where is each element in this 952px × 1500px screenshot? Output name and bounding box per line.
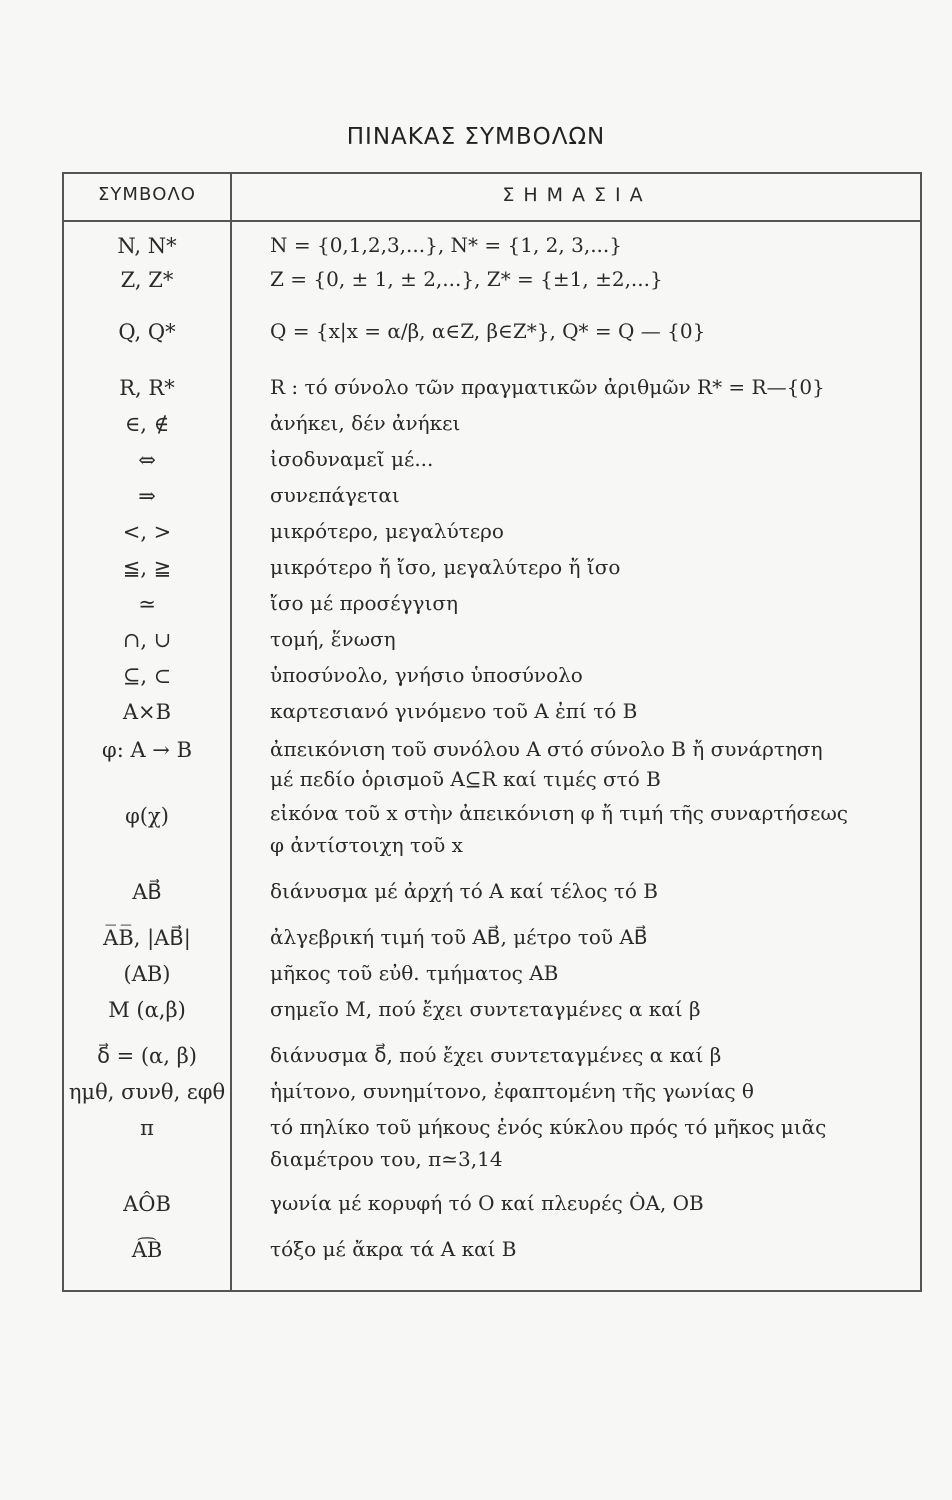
meaning-cell: ἡμίτονο, συνημίτονο, ἐφαπτομένη τῆς γωνίας θ — [270, 1079, 754, 1103]
symbol-cell: Z, Z* — [120, 268, 174, 292]
meaning-cell: τόξο μέ ἄκρα τά A καί B — [270, 1237, 517, 1261]
header-meaning: ΣΗΜΑΣΙΑ — [502, 184, 652, 206]
meaning-cell: διάνυσμα μέ ἀρχή τό A καί τέλος τό B — [270, 879, 658, 903]
symbol-cell: π — [140, 1116, 154, 1140]
symbol-cell: A̅B̅, |AB⃗| — [103, 926, 191, 950]
symbol-cell: <, > — [122, 520, 172, 544]
meaning-cell: διάνυσμα δ⃗, πού ἔχει συντεταγμένες α καί β — [270, 1043, 722, 1067]
meaning-cell: ἀπεικόνιση τοῦ συνόλου A στό σύνολο B ἤ συνάρτηση — [270, 737, 823, 761]
symbol-cell: ≦, ≧ — [122, 556, 172, 580]
meaning-cell: συνεπάγεται — [270, 483, 400, 507]
meaning-cell: μικρότερο ἤ ἴσο, μεγαλύτερο ἤ ἴσο — [270, 555, 621, 579]
symbol-cell: N, N* — [117, 234, 177, 258]
meaning-cell-continued: φ ἀντίστοιχη τοῦ x — [270, 833, 463, 857]
symbol-cell: (AB) — [123, 962, 171, 986]
meaning-cell: Q = {x|x = α/β, α∈Z, β∈Z*}, Q* = Q — {0} — [270, 319, 706, 343]
meaning-cell: μῆκος τοῦ εὐθ. τμήματος AB — [270, 961, 559, 985]
meaning-cell: εἰκόνα τοῦ x στὴν ἀπεικόνιση φ ἤ τιμή τῆς συναρτήσεως — [270, 801, 848, 825]
meaning-cell: ἀλγεβρική τιμή τοῦ AB⃗, μέτρο τοῦ AB⃗ — [270, 925, 648, 949]
symbol-cell: δ⃗ = (α, β) — [97, 1044, 197, 1068]
symbol-cell: ∈, ∉ — [124, 412, 170, 436]
meaning-cell-continued: διαμέτρου του, π≃3,14 — [270, 1147, 503, 1171]
meaning-cell: τομή, ἕνωση — [270, 627, 396, 651]
symbol-cell: A×B — [122, 700, 172, 724]
meaning-cell: ἀνήκει, δέν ἀνήκει — [270, 411, 461, 435]
meaning-cell: τό πηλίκο τοῦ μήκους ἑνός κύκλου πρός τό μῆκος μιᾶς — [270, 1115, 827, 1139]
symbol-cell: φ: A → B — [102, 738, 192, 762]
symbol-cell: A͡B — [131, 1238, 163, 1262]
symbol-cell: M (α,β) — [108, 998, 186, 1022]
meaning-cell: ὑποσύνολο, γνήσιο ὑποσύνολο — [270, 663, 583, 687]
meaning-cell: γωνία μέ κορυφή τό O καί πλευρές ȮA, OB — [270, 1191, 704, 1215]
meaning-cell: σημεῖο M, πού ἔχει συντεταγμένες α καί β — [270, 997, 701, 1021]
header-symbol: ΣΥΜΒΟΛΟ — [98, 184, 196, 205]
meaning-cell: Z = {0, ± 1, ± 2,...}, Z* = {±1, ±2,...} — [270, 267, 663, 291]
meaning-cell: ἴσο μέ προσέγγιση — [270, 591, 458, 615]
meaning-cell: N = {0,1,2,3,...}, N* = {1, 2, 3,...} — [270, 233, 622, 257]
meaning-cell: μικρότερο, μεγαλύτερο — [270, 519, 504, 543]
symbol-cell: R, R* — [119, 376, 175, 400]
meaning-cell: καρτεσιανό γινόμενο τοῦ A ἐπί τό B — [270, 699, 638, 723]
column-divider — [230, 174, 232, 1290]
symbol-cell: ημθ, συνθ, εφθ — [68, 1080, 226, 1104]
header-divider — [64, 220, 920, 222]
symbol-cell: ⊆, ⊂ — [122, 664, 172, 688]
symbol-cell: ∩, ∪ — [122, 628, 172, 652]
symbol-cell: ≃ — [138, 592, 156, 616]
meaning-cell-continued: μέ πεδίο ὁρισμοῦ A⊆R καί τιμές στό B — [270, 767, 661, 791]
symbol-table — [62, 172, 922, 1292]
meaning-cell: ἰσοδυναμεῖ μέ... — [270, 447, 434, 471]
symbol-cell: ⇒ — [138, 484, 156, 508]
symbol-cell: ⇔ — [138, 448, 156, 472]
symbol-cell: φ(χ) — [125, 804, 169, 828]
symbol-cell: AÔB — [123, 1192, 171, 1216]
meaning-cell: R : τό σύνολο τῶν πραγματικῶν ἀριθμῶν R* = R—{0} — [270, 375, 825, 399]
page-title: ΠΙΝΑΚΑΣ ΣΥΜΒΟΛΩΝ — [346, 124, 606, 150]
symbol-cell: Q, Q* — [118, 320, 176, 344]
symbol-cell: AB⃗ — [132, 880, 162, 904]
